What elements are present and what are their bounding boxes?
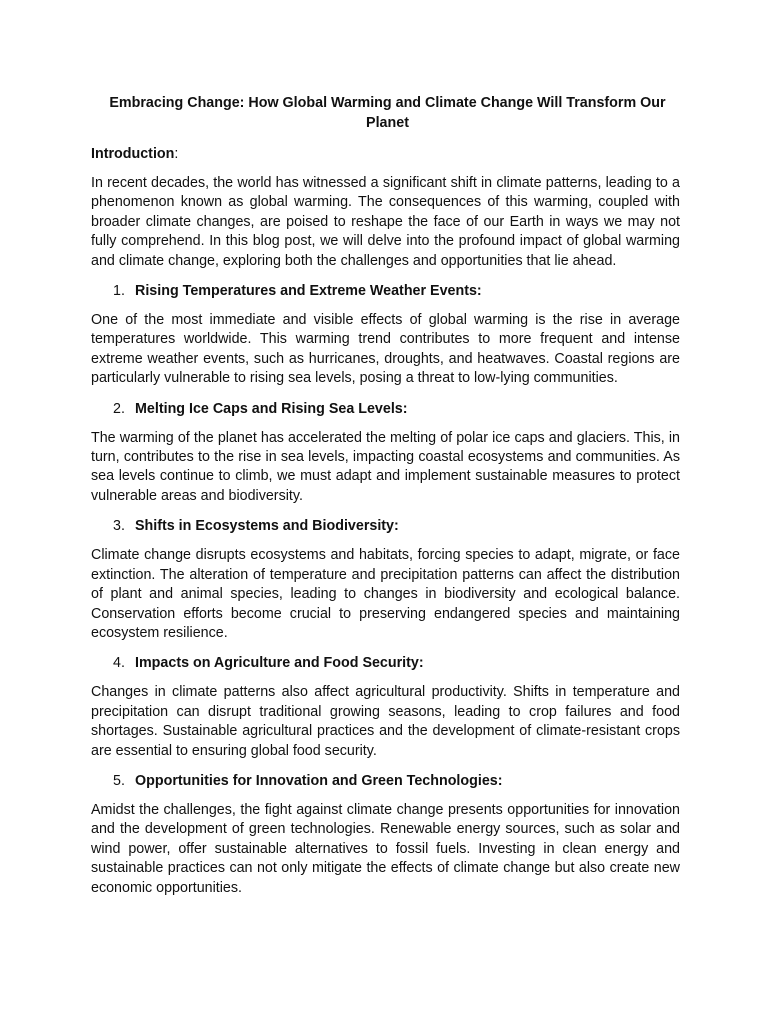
section-paragraph-4: Changes in climate patterns also affect agricultural productivity. Shifts in temperature and precipitation can disrupt traditional growing seasons, leading to crop failures and food shortages. Sustainable agricultural practices and the development of climate-resistant crops are essential to ensuring global food security. [91,684,680,759]
section-number: 4. [113,655,125,672]
section-heading-3 [91,516,680,536]
document-title: Embracing Change: How Global Warming and Climate Change Will Transform Our Planet [109,95,666,131]
introduction-paragraph: In recent decades, the world has witnessed a significant shift in climate patterns, leading to a phenomenon known as global warming. The consequences of this warming, coupled with broader climate changes, are poised to reshape the face of our Earth in ways we may not fully comprehend. In this blog post, we will delve into the profound impact of global warming and climate change, exploring both the challenges and opportunities that lie ahead. [91,175,680,269]
section-title: Rising Temperatures and Extreme Weather Events: [135,283,482,300]
section-title: Impacts on Agriculture and Food Security: [135,655,424,672]
section-number: 3. [113,518,125,535]
introduction-heading [91,144,680,164]
section-title: Shifts in Ecosystems and Biodiversity: [135,518,399,535]
section-paragraph-3: Climate change disrupts ecosystems and habitats, forcing species to adapt, migrate, or face extinction. The alteration of temperature and precipitation patterns can affect the distribution of plant and animal species, leading to changes in biodiversity and ecological balance. Conservation efforts become crucial to preserving endangered species and maintaining ecosystem resilience. [91,547,680,641]
section-heading-4 [91,653,680,673]
section-heading-2 [91,399,680,419]
section-title: Melting Ice Caps and Rising Sea Levels: [135,400,408,417]
section-paragraph-5: Amidst the challenges, the fight against climate change presents opportunities for innovation and the development of green technologies. Renewable energy sources, such as solar and wind power, offer sustainable alternatives to fossil fuels. Investing in clean energy and sustainable practices can not only mitigate the effects of climate change but also create new economic opportunities. [91,801,680,896]
introduction-heading-colon: : [174,146,179,162]
section-number: 2. [113,400,125,417]
section-paragraph-1: One of the most immediate and visible effects of global warming is the rise in average temperatures worldwide. This warming trend contributes to more frequent and intense extreme weather events, such as hurricanes, droughts, and heatwaves. Coastal regions are particularly vulnerable to rising sea levels, posing a threat to low-lying communities. [91,312,680,387]
section-heading-5 [91,771,680,791]
section-number: 5. [113,772,125,789]
section-paragraph-2: The warming of the planet has accelerated the melting of polar ice caps and glaciers. This, in turn, contributes to the rise in sea levels, impacting coastal ecosystems and communities. As sea levels continue to climb, we must adapt and implement sustainable measures to protect vulnerable areas and biodiversity. [91,429,680,504]
introduction-heading-label: Introduction [91,146,175,162]
section-heading-1 [91,281,680,301]
section-title: Opportunities for Innovation and Green Technologies: [135,772,503,789]
section-number: 1. [113,283,125,300]
